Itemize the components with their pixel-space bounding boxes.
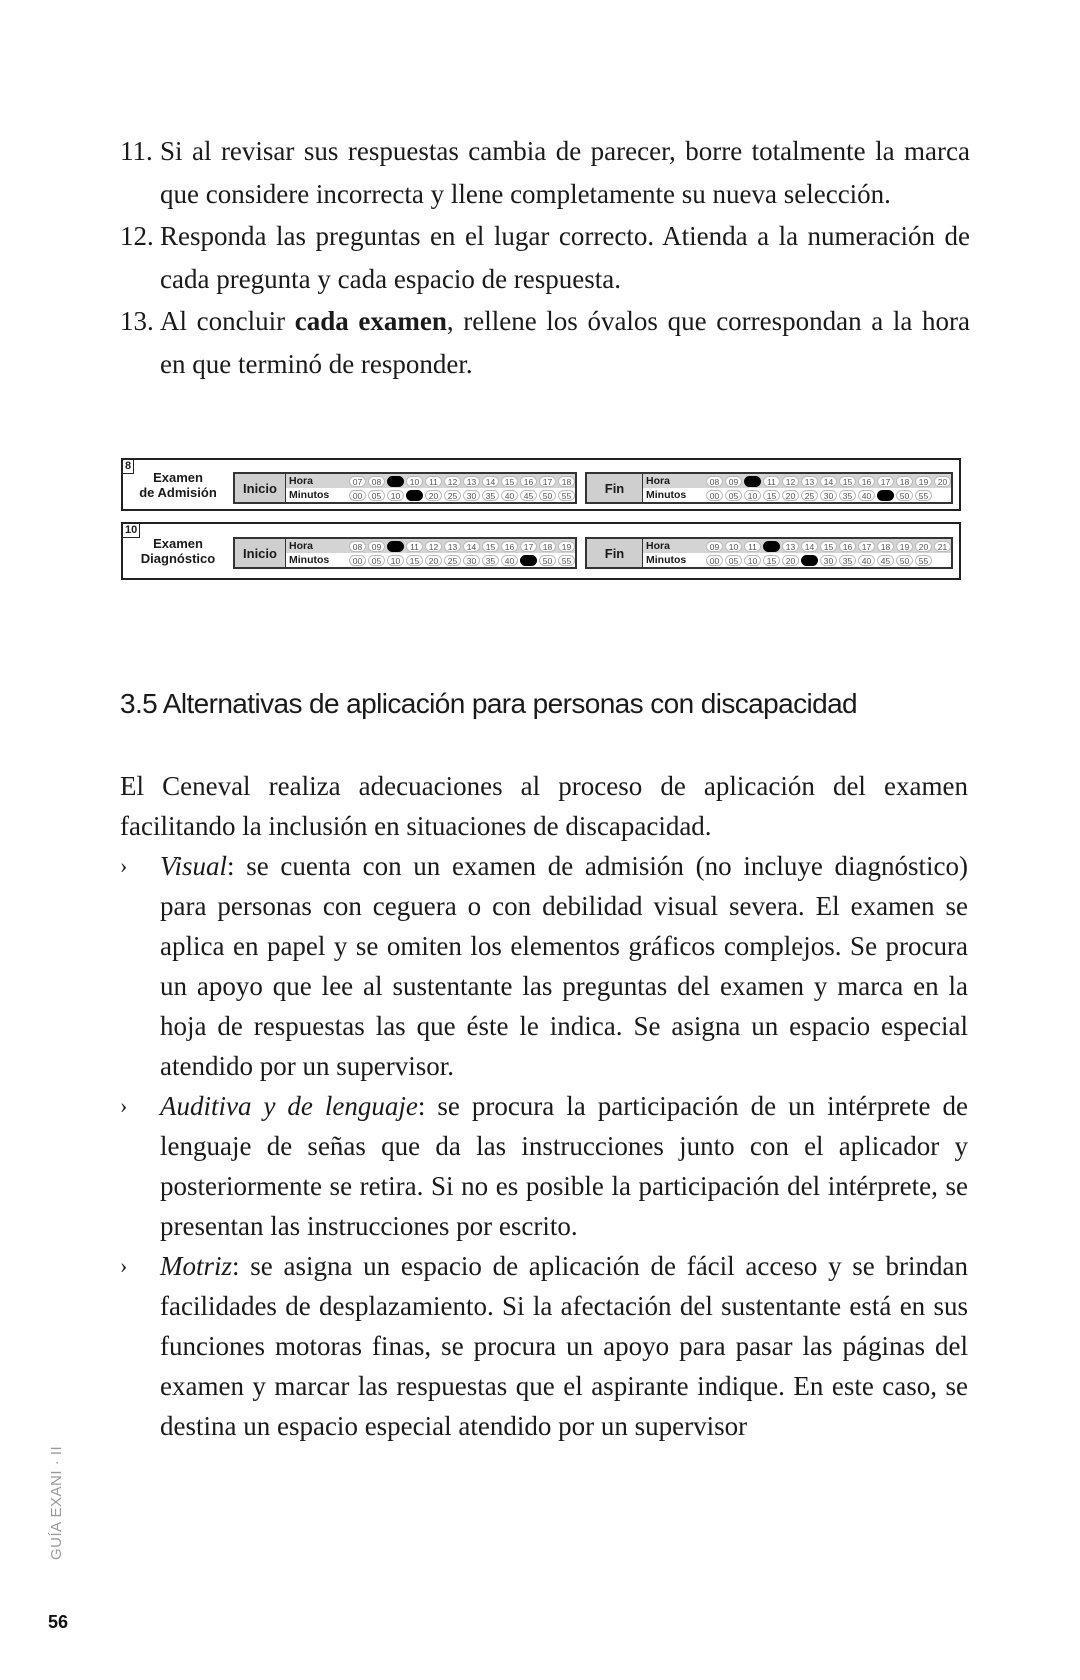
time-bubble[interactable]: 17 <box>858 541 875 552</box>
time-bubble[interactable]: 13 <box>444 541 461 552</box>
time-bubble[interactable]: 10 <box>387 555 404 566</box>
time-bubble[interactable]: 50 <box>539 555 556 566</box>
time-bubble[interactable]: 13 <box>463 476 480 487</box>
fin-time-group <box>585 537 953 569</box>
minutos-label: Minutos <box>646 489 687 501</box>
hora-options[interactable] <box>345 541 575 552</box>
minutos-row <box>286 488 575 502</box>
inicio-label: Inicio <box>235 474 286 502</box>
time-bubble[interactable]: 30 <box>820 555 837 566</box>
section-body <box>120 766 968 1446</box>
time-bubble[interactable]: 55 <box>915 555 932 566</box>
time-bubble[interactable]: 14 <box>801 541 818 552</box>
time-bubble[interactable]: 19 <box>558 541 575 552</box>
minutos-label: Minutos <box>289 489 330 501</box>
time-bubble[interactable]: 09 <box>725 476 742 487</box>
list-item-motriz <box>120 1246 968 1446</box>
time-bubble[interactable]: 05 <box>725 555 742 566</box>
running-side-title: GUÍA EXANI · II <box>48 1445 65 1560</box>
time-bubble[interactable]: 20 <box>425 490 442 501</box>
time-bubble[interactable]: 50 <box>896 555 913 566</box>
answer-sheet-time-box-admision <box>121 458 961 511</box>
section-heading: 3.5 Alternativas de aplicación para personas con discapacidad <box>120 688 858 719</box>
hora-row <box>286 539 575 553</box>
time-bubble[interactable]: 07 <box>349 476 366 487</box>
minutos-options[interactable] <box>345 555 575 566</box>
inicio-label: Inicio <box>235 539 286 567</box>
time-bubble[interactable]: 20 <box>934 476 951 487</box>
time-bubble[interactable]: 40 <box>858 555 875 566</box>
time-bubble[interactable]: 15 <box>839 476 856 487</box>
time-bubble[interactable]: 15 <box>501 476 518 487</box>
filled-bubble[interactable] <box>744 476 761 487</box>
time-bubble[interactable]: 20 <box>425 555 442 566</box>
time-bubble[interactable]: 09 <box>706 541 723 552</box>
time-bubble[interactable]: 15 <box>820 541 837 552</box>
time-bubble[interactable]: 50 <box>896 490 913 501</box>
exam-label <box>123 470 233 500</box>
minutos-label: Minutos <box>289 554 330 566</box>
minutos-options[interactable] <box>702 555 932 566</box>
time-bubble[interactable]: 10 <box>744 490 761 501</box>
time-bubble[interactable]: 08 <box>368 476 385 487</box>
hora-label: Hora <box>289 540 313 552</box>
minutos-options[interactable] <box>345 490 575 501</box>
hora-options[interactable] <box>702 476 951 487</box>
time-bubble[interactable]: 10 <box>406 476 423 487</box>
instruction-text: Si al revisar sus respuestas cambia de parecer, borre totalmente la marca que considere incorrecta y llene completamente su nueva selección. <box>160 136 970 209</box>
page-number: 56 <box>48 1612 69 1632</box>
fin-label: Fin <box>587 539 643 567</box>
time-bubble[interactable]: 21 <box>934 541 951 552</box>
instructions-list <box>120 130 970 385</box>
fin-label: Fin <box>587 474 643 502</box>
question-number-box: 10 <box>122 523 140 538</box>
time-bubble[interactable]: 11 <box>744 541 761 552</box>
hora-label: Hora <box>646 540 670 552</box>
time-bubble[interactable]: 10 <box>387 490 404 501</box>
exam-label <box>123 536 233 566</box>
time-bubble[interactable]: 15 <box>406 555 423 566</box>
time-bubble[interactable]: 55 <box>558 555 575 566</box>
time-bubble[interactable]: 30 <box>820 490 837 501</box>
chevron-right-icon: › <box>120 1093 128 1118</box>
time-bubble[interactable]: 17 <box>539 476 556 487</box>
time-bubble[interactable]: 16 <box>839 541 856 552</box>
time-bubble[interactable]: 19 <box>896 541 913 552</box>
time-bubble[interactable]: 30 <box>463 555 480 566</box>
time-bubble[interactable]: 17 <box>877 476 894 487</box>
instruction-text: , rellene los óvalos que correspondan a la hora en que terminó de responder. <box>160 306 970 379</box>
minutos-row <box>643 488 951 502</box>
time-bubble[interactable]: 50 <box>539 490 556 501</box>
intro-paragraph: El Ceneval realiza adecuaciones al proceso de aplicación del examen facilitando la inclusión en situaciones de discapacidad. <box>120 771 968 841</box>
time-bubble[interactable]: 35 <box>482 555 499 566</box>
bullet-text: : se cuenta con un examen de admisión (no incluye diagnóstico) para personas con ceguera o con debilidad visual severa. El examen se aplica en papel y se omiten los elementos gráficos complejos. Se procura un apoyo que lee al sustentante las preguntas del examen y marca en la hoja de respuestas las que éste le indica. Se asigna un espacio especial atendido por un supervisor. <box>160 851 968 1081</box>
time-bubble[interactable]: 35 <box>482 490 499 501</box>
time-bubble[interactable]: 05 <box>725 490 742 501</box>
time-bubble[interactable]: 13 <box>782 541 799 552</box>
hora-row <box>286 474 575 488</box>
disability-list <box>120 846 968 1446</box>
instruction-item <box>120 300 970 385</box>
time-bubble[interactable]: 16 <box>501 541 518 552</box>
chevron-right-icon: › <box>120 853 128 878</box>
time-bubble[interactable]: 13 <box>801 476 818 487</box>
time-bubble[interactable]: 12 <box>782 476 799 487</box>
filled-bubble[interactable] <box>801 555 818 566</box>
hora-row <box>643 539 951 553</box>
bullet-term: Visual <box>160 851 227 881</box>
time-bubble[interactable]: 11 <box>763 476 780 487</box>
instruction-number: 13. <box>120 306 154 336</box>
time-bubble[interactable]: 18 <box>539 541 556 552</box>
minutos-row <box>286 553 575 567</box>
time-bubble[interactable]: 35 <box>839 555 856 566</box>
instruction-text: Responda las preguntas en el lugar correcto. Atienda a la numeración de cada pregunta y cada espacio de respuesta. <box>160 221 970 294</box>
time-bubble[interactable]: 20 <box>782 555 799 566</box>
time-bubble[interactable]: 11 <box>425 476 442 487</box>
exam-label-line1: Examen <box>153 536 203 551</box>
time-bubble[interactable]: 18 <box>558 476 575 487</box>
time-bubble[interactable]: 18 <box>896 476 913 487</box>
time-bubble[interactable]: 15 <box>763 490 780 501</box>
time-bubble[interactable]: 14 <box>463 541 480 552</box>
instruction-text: Al concluir <box>160 306 295 336</box>
bullet-term: Auditiva y de lenguaje <box>160 1091 418 1121</box>
list-item-auditiva <box>120 1086 968 1246</box>
minutos-row <box>643 553 951 567</box>
instruction-item <box>120 215 970 300</box>
hora-options[interactable] <box>702 541 951 552</box>
time-bubble[interactable]: 12 <box>425 541 442 552</box>
time-bubble[interactable]: 55 <box>915 490 932 501</box>
time-bubble[interactable]: 14 <box>482 476 499 487</box>
time-bubble[interactable]: 55 <box>558 490 575 501</box>
instruction-number: 12. <box>120 221 154 251</box>
time-bubble[interactable]: 11 <box>406 541 423 552</box>
time-bubble[interactable]: 25 <box>444 555 461 566</box>
time-bubble[interactable]: 19 <box>915 476 932 487</box>
time-bubble[interactable]: 09 <box>368 541 385 552</box>
filled-bubble[interactable] <box>387 541 404 552</box>
instruction-item <box>120 130 970 215</box>
time-bubble[interactable]: 45 <box>877 555 894 566</box>
time-bubble[interactable]: 00 <box>349 490 366 501</box>
answer-sheet-time-box-diagnostico <box>121 522 961 580</box>
time-bubble[interactable]: 08 <box>349 541 366 552</box>
minutos-label: Minutos <box>646 554 687 566</box>
time-bubble[interactable]: 35 <box>839 490 856 501</box>
instruction-emphasis: cada examen <box>294 306 447 336</box>
exam-label-line1: Examen <box>153 470 203 485</box>
time-bubble[interactable]: 20 <box>915 541 932 552</box>
time-bubble[interactable]: 16 <box>858 476 875 487</box>
instruction-number: 11. <box>120 136 153 166</box>
time-bubble[interactable]: 30 <box>463 490 480 501</box>
filled-bubble[interactable] <box>520 555 537 566</box>
fin-time-group <box>585 472 953 504</box>
time-bubble[interactable]: 10 <box>725 541 742 552</box>
time-bubble[interactable]: 40 <box>858 490 875 501</box>
time-bubble[interactable]: 17 <box>520 541 537 552</box>
time-bubble[interactable]: 40 <box>501 555 518 566</box>
time-bubble[interactable]: 05 <box>368 490 385 501</box>
time-bubble[interactable]: 25 <box>444 490 461 501</box>
time-bubble[interactable]: 15 <box>482 541 499 552</box>
time-bubble[interactable]: 25 <box>801 490 818 501</box>
time-bubble[interactable]: 40 <box>501 490 518 501</box>
time-bubble[interactable]: 00 <box>706 490 723 501</box>
time-bubble[interactable]: 15 <box>763 555 780 566</box>
filled-bubble[interactable] <box>406 490 423 501</box>
exam-label-line2: de Admisión <box>139 485 217 500</box>
minutos-options[interactable] <box>702 490 932 501</box>
question-number-box: 8 <box>122 459 134 474</box>
inicio-time-group <box>233 472 577 504</box>
bullet-text: : se asigna un espacio de aplicación de fácil acceso y se brindan facilidades de desplazamiento. Si la afectación del sustentante está en sus funciones motoras finas, se procura un apoyo para pasar las páginas del examen y marcar las respuestas que el aspirante indique. En este caso, se destina un espacio especial atendido por un supervisor <box>160 1251 968 1441</box>
time-bubble[interactable]: 12 <box>444 476 461 487</box>
hora-options[interactable] <box>345 476 575 487</box>
bullet-text: : se procura la participación de un intérprete de lenguaje de señas que da las instrucciones junto con el aplicador y posteriormente se retira. Si no es posible la participación del intérprete, se presentan las instrucciones por escrito. <box>160 1091 968 1241</box>
time-bubble[interactable]: 14 <box>820 476 837 487</box>
time-bubble[interactable]: 16 <box>520 476 537 487</box>
time-bubble[interactable]: 20 <box>782 490 799 501</box>
hora-label: Hora <box>289 475 313 487</box>
exam-label-line2: Diagnóstico <box>140 551 216 566</box>
time-bubble[interactable]: 00 <box>706 555 723 566</box>
time-bubble[interactable]: 05 <box>368 555 385 566</box>
hora-label: Hora <box>646 475 670 487</box>
filled-bubble[interactable] <box>877 490 894 501</box>
filled-bubble[interactable] <box>763 541 780 552</box>
time-bubble[interactable]: 18 <box>877 541 894 552</box>
time-bubble[interactable]: 00 <box>349 555 366 566</box>
filled-bubble[interactable] <box>387 476 404 487</box>
hora-row <box>643 474 951 488</box>
time-bubble[interactable]: 10 <box>744 555 761 566</box>
chevron-right-icon: › <box>120 1253 128 1278</box>
list-item-visual <box>120 846 968 1086</box>
time-bubble[interactable]: 08 <box>706 476 723 487</box>
bullet-term: Motriz <box>160 1251 233 1281</box>
time-bubble[interactable]: 45 <box>520 490 537 501</box>
inicio-time-group <box>233 537 577 569</box>
